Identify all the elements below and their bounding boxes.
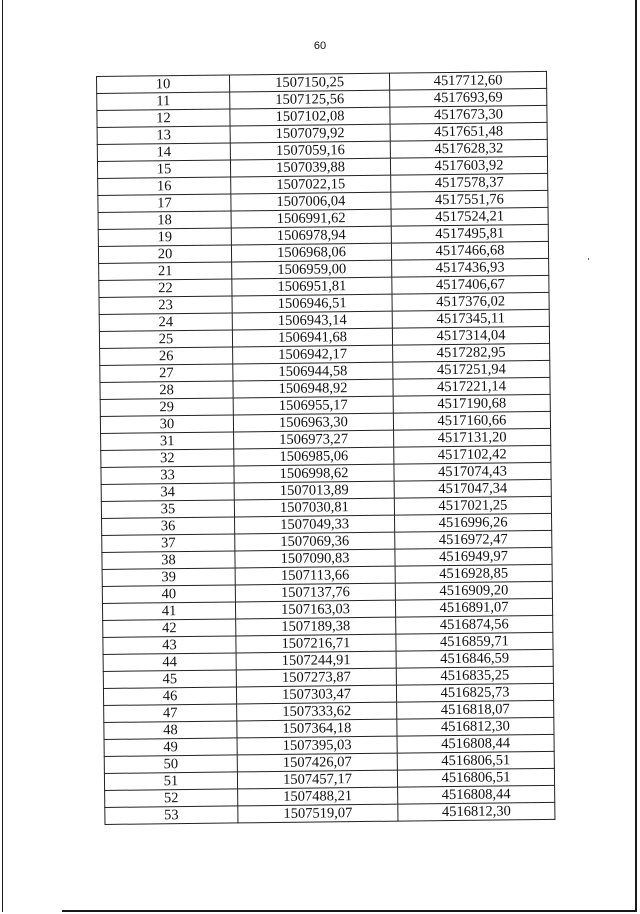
y-coordinate-cell: 4516972,47 — [395, 530, 552, 549]
point-number-cell: 35 — [101, 500, 234, 519]
y-coordinate-cell: 4516808,44 — [397, 734, 554, 753]
point-number-cell: 27 — [100, 364, 233, 383]
x-coordinate-cell: 1506959,00 — [232, 260, 392, 279]
point-number-cell: 42 — [103, 619, 236, 638]
point-number-cell: 34 — [101, 483, 234, 502]
x-coordinate-cell: 1507303,47 — [236, 685, 396, 704]
x-coordinate-cell: 1506998,62 — [234, 464, 394, 483]
y-coordinate-cell: 4516812,30 — [397, 717, 554, 736]
x-coordinate-cell: 1507039,88 — [230, 158, 390, 177]
y-coordinate-cell: 4517524,21 — [391, 207, 548, 226]
y-coordinate-cell: 4517376,02 — [392, 292, 549, 311]
y-coordinate-cell: 4517673,30 — [390, 105, 547, 124]
x-coordinate-cell: 1507137,76 — [235, 583, 395, 602]
y-coordinate-cell: 4517466,68 — [391, 241, 548, 260]
y-coordinate-cell: 4516806,51 — [397, 768, 554, 787]
point-number-cell: 36 — [102, 517, 235, 536]
y-coordinate-cell: 4516835,25 — [396, 666, 553, 685]
y-coordinate-cell: 4517282,95 — [393, 343, 550, 362]
y-coordinate-cell: 4517102,42 — [394, 445, 551, 464]
x-coordinate-cell: 1506985,06 — [234, 447, 394, 466]
y-coordinate-cell: 4516859,71 — [396, 632, 553, 651]
y-coordinate-cell: 4517712,60 — [389, 71, 546, 90]
point-number-cell: 43 — [103, 636, 236, 655]
point-number-cell: 28 — [100, 381, 233, 400]
point-number-cell: 13 — [97, 126, 230, 145]
point-number-cell: 24 — [99, 313, 232, 332]
x-coordinate-cell: 1507216,71 — [236, 634, 396, 653]
point-number-cell: 12 — [97, 109, 230, 128]
page-bottom-border — [62, 910, 637, 912]
point-number-cell: 33 — [101, 466, 234, 485]
point-number-cell: 45 — [103, 670, 236, 689]
x-coordinate-cell: 1507189,38 — [236, 617, 396, 636]
y-coordinate-cell: 4517160,66 — [393, 411, 550, 430]
y-coordinate-cell: 4517406,67 — [392, 275, 549, 294]
y-coordinate-cell: 4516874,56 — [396, 615, 553, 634]
x-coordinate-cell: 1507113,66 — [235, 566, 395, 585]
x-coordinate-cell: 1507069,36 — [235, 532, 395, 551]
x-coordinate-cell: 1507059,16 — [230, 141, 390, 160]
page-right-border — [635, 0, 637, 912]
point-number-cell: 40 — [102, 585, 235, 604]
point-number-cell: 30 — [100, 415, 233, 434]
x-coordinate-cell: 1506946,51 — [232, 294, 392, 313]
y-coordinate-cell: 4516928,85 — [395, 564, 552, 583]
y-coordinate-cell: 4517551,76 — [391, 190, 548, 209]
point-number-cell: 20 — [98, 245, 231, 264]
point-number-cell: 18 — [98, 211, 231, 230]
x-coordinate-cell: 1507244,91 — [236, 651, 396, 670]
point-number-cell: 31 — [101, 432, 234, 451]
point-number-cell: 19 — [98, 228, 231, 247]
y-coordinate-cell: 4516812,30 — [398, 802, 555, 821]
y-coordinate-cell: 4517074,43 — [394, 462, 551, 481]
y-coordinate-cell: 4516808,44 — [398, 785, 555, 804]
point-number-cell: 29 — [100, 398, 233, 417]
y-coordinate-cell: 4517436,93 — [392, 258, 549, 277]
point-number-cell: 26 — [100, 347, 233, 366]
x-coordinate-cell: 1507519,07 — [238, 804, 398, 823]
point-number-cell: 49 — [104, 738, 237, 757]
x-coordinate-cell: 1506973,27 — [234, 430, 394, 449]
y-coordinate-cell: 4516818,07 — [397, 700, 554, 719]
x-coordinate-cell: 1507273,87 — [236, 668, 396, 687]
coordinates-table — [96, 71, 555, 825]
point-number-cell: 22 — [99, 279, 232, 298]
y-coordinate-cell: 4517221,14 — [393, 377, 550, 396]
y-coordinate-cell: 4517021,25 — [394, 496, 551, 515]
x-coordinate-cell: 1507163,03 — [235, 600, 395, 619]
y-coordinate-cell: 4517314,04 — [392, 326, 549, 345]
point-number-cell: 51 — [104, 772, 237, 791]
page-left-border — [2, 0, 3, 912]
y-coordinate-cell: 4516825,73 — [396, 683, 553, 702]
x-coordinate-cell: 1506943,14 — [232, 311, 392, 330]
coordinates-table-wrapper — [96, 71, 554, 825]
point-number-cell: 25 — [99, 330, 232, 349]
y-coordinate-cell: 4516949,97 — [395, 547, 552, 566]
point-number-cell: 32 — [101, 449, 234, 468]
x-coordinate-cell: 1507150,25 — [229, 73, 389, 92]
y-coordinate-cell: 4517628,32 — [390, 139, 547, 158]
y-coordinate-cell: 4517603,92 — [390, 156, 547, 175]
x-coordinate-cell: 1506968,06 — [231, 243, 391, 262]
x-coordinate-cell: 1506948,92 — [233, 379, 393, 398]
y-coordinate-cell: 4516909,20 — [395, 581, 552, 600]
x-coordinate-cell: 1507079,92 — [230, 124, 390, 143]
x-coordinate-cell: 1506978,94 — [231, 226, 391, 245]
x-coordinate-cell: 1507488,21 — [238, 787, 398, 806]
x-coordinate-cell: 1507364,18 — [237, 719, 397, 738]
x-coordinate-cell: 1507102,08 — [230, 107, 390, 126]
y-coordinate-cell: 4517047,34 — [394, 479, 551, 498]
x-coordinate-cell: 1507457,17 — [237, 770, 397, 789]
point-number-cell: 52 — [105, 789, 238, 808]
y-coordinate-cell: 4516846,59 — [396, 649, 553, 668]
y-coordinate-cell: 4517131,20 — [394, 428, 551, 447]
point-number-cell: 37 — [102, 534, 235, 553]
y-coordinate-cell: 4517345,11 — [392, 309, 549, 328]
x-coordinate-cell: 1506991,62 — [231, 209, 391, 228]
point-number-cell: 14 — [97, 143, 230, 162]
y-coordinate-cell: 4517495,81 — [391, 224, 548, 243]
point-number-cell: 38 — [102, 551, 235, 570]
x-coordinate-cell: 1506955,17 — [233, 396, 393, 415]
x-coordinate-cell: 1507426,07 — [237, 753, 397, 772]
y-coordinate-cell: 4517251,94 — [393, 360, 550, 379]
point-number-cell: 17 — [98, 194, 231, 213]
x-coordinate-cell: 1507333,62 — [237, 702, 397, 721]
point-number-cell: 11 — [97, 92, 230, 111]
point-number-cell: 16 — [98, 177, 231, 196]
point-number-cell: 10 — [97, 75, 230, 94]
y-coordinate-cell: 4517190,68 — [393, 394, 550, 413]
point-number-cell: 53 — [105, 806, 238, 825]
point-number-cell: 46 — [103, 687, 236, 706]
x-coordinate-cell: 1507395,03 — [237, 736, 397, 755]
x-coordinate-cell: 1507049,33 — [235, 515, 395, 534]
x-coordinate-cell: 1506942,17 — [233, 345, 393, 364]
y-coordinate-cell: 4516996,26 — [395, 513, 552, 532]
point-number-cell: 21 — [99, 262, 232, 281]
y-coordinate-cell: 4517693,69 — [390, 88, 547, 107]
x-coordinate-cell: 1507006,04 — [231, 192, 391, 211]
x-coordinate-cell: 1507125,56 — [230, 90, 390, 109]
point-number-cell: 15 — [97, 160, 230, 179]
y-coordinate-cell: 4517651,48 — [390, 122, 547, 141]
point-number-cell: 39 — [102, 568, 235, 587]
point-number-cell: 44 — [103, 653, 236, 672]
x-coordinate-cell: 1506963,30 — [233, 413, 393, 432]
x-coordinate-cell: 1507030,81 — [234, 498, 394, 517]
y-coordinate-cell: 4517578,37 — [391, 173, 548, 192]
point-number-cell: 50 — [104, 755, 237, 774]
x-coordinate-cell: 1506951,81 — [232, 277, 392, 296]
page-number: 60 — [313, 40, 327, 52]
y-coordinate-cell: 4516891,07 — [395, 598, 552, 617]
point-number-cell: 23 — [99, 296, 232, 315]
x-coordinate-cell: 1506944,58 — [233, 362, 393, 381]
x-coordinate-cell: 1507013,89 — [234, 481, 394, 500]
coordinates-table-body — [97, 71, 555, 824]
point-number-cell: 48 — [104, 721, 237, 740]
x-coordinate-cell: 1506941,68 — [232, 328, 392, 347]
scan-mark — [588, 258, 589, 260]
point-number-cell: 41 — [102, 602, 235, 621]
x-coordinate-cell: 1507090,83 — [235, 549, 395, 568]
y-coordinate-cell: 4516806,51 — [397, 751, 554, 770]
point-number-cell: 47 — [104, 704, 237, 723]
x-coordinate-cell: 1507022,15 — [231, 175, 391, 194]
